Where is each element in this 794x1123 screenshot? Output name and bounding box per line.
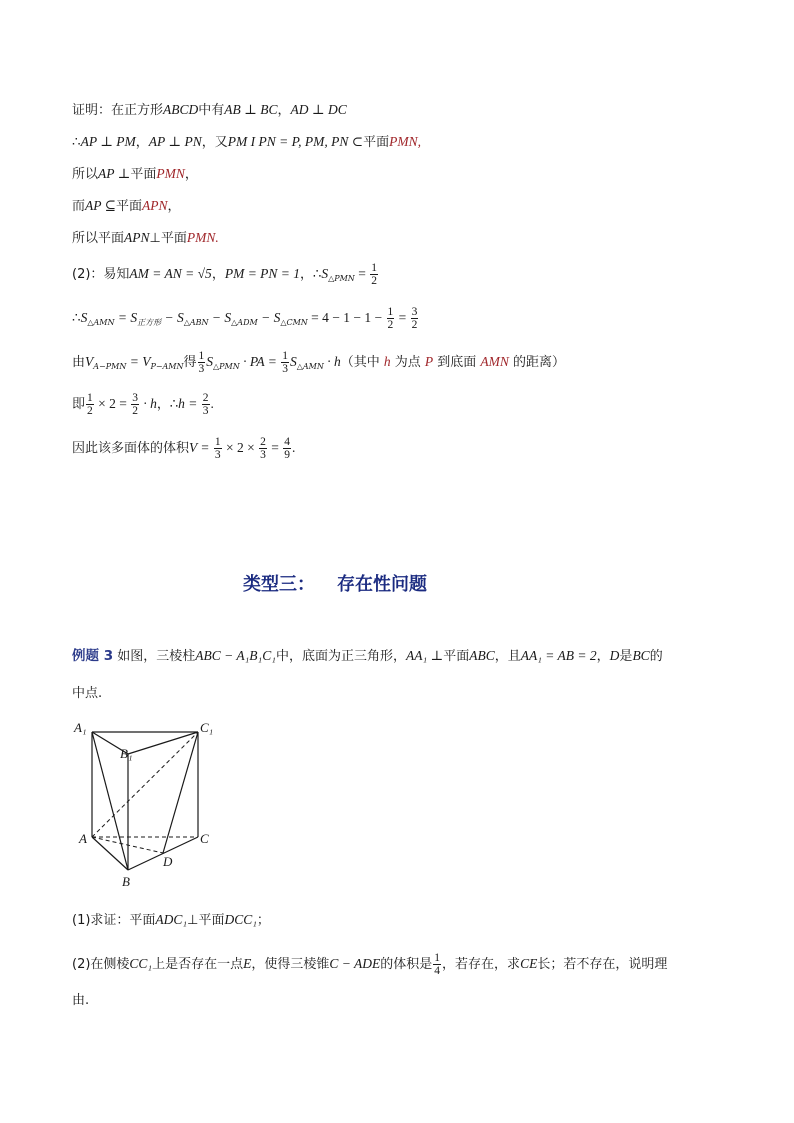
question-1: (1)求证：平面ADC₁⊥平面DCC₁； <box>72 912 270 928</box>
proof-line-5: 所以平面APN⊥平面PMN. <box>72 230 219 246</box>
fraction: $\frac{3}{2}$ <box>411 306 418 331</box>
proof-line-3: 所以AP ⊥平面PMN， <box>72 166 198 182</box>
label-a1: A₁ <box>74 720 87 735</box>
label-b: B <box>122 874 130 889</box>
hidden-edge-a-c1 <box>92 732 198 837</box>
label-a: A <box>79 831 87 846</box>
label-c1: C₁ <box>200 720 214 735</box>
part2-line-4: 即 $\frac{1}{2}$ × 2 = $\frac{3}{2}$ · h，∴h = $\frac{2}{3}$ . <box>72 392 214 417</box>
proof-line-4: 而AP ⊆平面APN， <box>72 198 181 214</box>
edge-a-b <box>92 837 128 870</box>
fraction: $\frac{1}{3}$ <box>282 350 288 375</box>
fraction: $\frac{1}{3}$ <box>198 350 205 375</box>
part2-line-2: $\therefore S_{\triangle AMN} = S_{正方形} - S_{\triangle ABN} - S_{\triangle ADM} - S_{\triangle CMN} = 4 - 1 - 1$ − $\frac{1}{2}$ = $\frac{3}{2}$ <box>72 306 418 331</box>
edge-d-c1 <box>163 732 198 853</box>
fraction: $\frac{1}{2}$ <box>87 392 93 417</box>
label-c: C <box>200 831 209 846</box>
prism-figure <box>70 712 230 892</box>
label-b1: B₁ <box>120 746 133 761</box>
proof-line-1: 证明：在正方形ABCD中有AB ⊥ BC，AD ⊥ DC <box>72 102 347 118</box>
part2-line-3: 由$V_{A-PMN} = V_{P-AMN}$得 $\frac{1}{3}$ $S_{\triangle PMN}$ · PA = $\frac{1}{3}$ $S_{\triangle AMN} \cdot h$（其中 h 为点 P 到底面 AMN 的距离） <box>72 350 566 375</box>
section-title: 类型三： 存在性问题 <box>243 574 427 595</box>
proof-line-2: ∴AP ⊥ PM，AP ⊥ PN，又PM I PN = P, PM, PN ⊂平面PMN, <box>72 134 421 150</box>
fraction: $\frac{1}{4}$ <box>434 952 441 977</box>
fraction: $\frac{1}{3}$ <box>214 436 221 461</box>
part2-line-1: (2)：易知AM = AN = √5，PM = PN = 1，$\therefore S_{\triangle PMN}$ = $\frac{1}{2}$ <box>72 262 377 287</box>
fraction: $\frac{1}{2}$ <box>387 306 394 331</box>
fraction: $\frac{3}{2}$ <box>132 392 138 417</box>
question-2: (2)在侧棱CC₁上是否存在一点E，使得三棱锥C − ADE的体积是 $\frac{1}{4}$ ，若存在，求CE长；若不存在，说明理 <box>72 952 668 977</box>
question-2-continued: 由. <box>72 993 90 1008</box>
fraction: $\frac{2}{3}$ <box>260 436 266 461</box>
example-line-1: 例题 3 如图，三棱柱ABC − A₁B₁C₁中，底面为正三角形，AA₁ ⊥平面ABC，且AA₁ = AB = 2，D是BC的 <box>72 648 663 664</box>
example-line-2: 中点. <box>72 686 103 701</box>
part2-line-5: 因此该多面体的体积V = $\frac{1}{3}$ × 2 × $\frac{2}{3}$ = $\frac{4}{9}$ . <box>72 436 296 461</box>
label-d: D <box>163 854 173 869</box>
fraction: $\frac{2}{3}$ <box>202 392 209 417</box>
fraction: $\frac{4}{9}$ <box>284 436 290 461</box>
fraction: $\frac{1}{2}$ <box>371 262 377 287</box>
